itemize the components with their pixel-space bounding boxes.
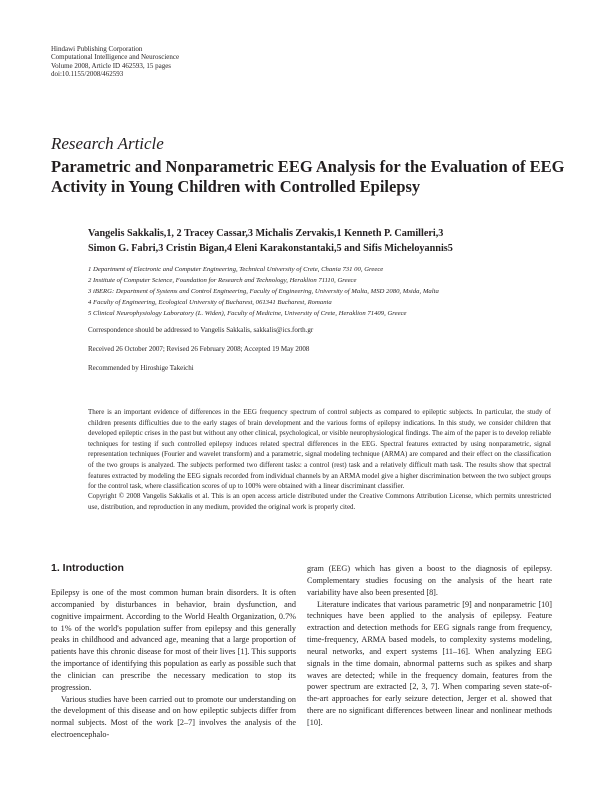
publisher: Hindawi Publishing Corporation — [51, 45, 143, 53]
author-list — [88, 226, 558, 256]
paragraph: Various studies have been carried out to promote our understanding on the development of this disease and on how epileptic subjects differ from normal subjects. Most of the work [2–7] involves the analysis of the electroencephalo- — [51, 694, 296, 740]
paragraph: gram (EEG) which has given a boost to the diagnosis of epilepsy. Complementary studies focusing on the analysis of the heart rate variability have also been presented [8]. — [307, 564, 552, 597]
right-column — [307, 563, 552, 729]
submission-dates: Received 26 October 2007; Revised 26 February 2008; Accepted 19 May 2008 — [88, 345, 310, 353]
journal-name: Computational Intelligence and Neuroscience — [51, 53, 180, 62]
affiliation-4: 4 Faculty of Engineering, Ecological University of Bucharest, 061341 Bucharest, Romania — [88, 299, 332, 306]
paragraph: Literature indicates that various parametric [9] and nonparametric [10] techniques have been applied to the analysis of epilepsy. Feature extraction and detection methods for EEG signals range from frequency, time-frequency, ARMA based models, to complexity systems modeling, neural networks, and expert systems [11–16]. When analyzing EEG signals in the time domain, abnormal patterns such as spikes and sharp waves are detected; while in the frequency domain, features from the power spectrum are extracted [2, 3, 7]. When comparing seven state-of-the-art approaches for early seizure detection, Jerger et al. showed that there are no significant differences between linear and nonlinear methods [10]. — [307, 599, 552, 727]
abstract-text: There is an important evidence of differences in the EEG frequency spectrum of control subjects as compared to epileptic subjects. In particular, the study of children presents difficulties due to the early stages of brain development and the various forms of epilepsy indications. In this study, we consider children that developed epileptic crises in the past but without any other clinical, psychological, or visible neurophysiological findings. The aim of the paper is to develop reliable techniques for testing if such controlled epilepsy induces related spectral differences in the EEG. Spectral features extracted by using nonparametric, signal representation techniques (Fourier and wavelet transform) and a parametric, signal modeling technique (ARMA) are compared and their effect on the classification of the two groups is analyzed. The subjects performed two different tasks: a control (rest) task and a relatively difficult math task. The results show that spectral features extracted by modeling the EEG signals recorded from individual channels by an ARMA model give a higher discrimination between the two subject groups for the control task, where classification scores of up to 100% were obtained with a linear discriminant classifier. — [88, 408, 551, 491]
affiliation-5: 5 Clinical Neurophysiology Laboratory (L. Widen), Faculty of Medicine, University of Crete, Heraklion 71409, Greece — [88, 310, 407, 317]
article-type: Research Article — [51, 134, 164, 153]
recommended-by: Recommended by Hiroshige Takeichi — [88, 364, 194, 372]
affiliation-1: 1 Department of Electronic and Computer Engineering, Technical University of Crete, Chania 731 00, Greece — [88, 266, 384, 273]
affiliation-3: 3 iBERG: Department of Systems and Control Engineering, Faculty of Engineering, University of Malta, MSD 2080, Msida, Malta — [88, 288, 439, 295]
copyright-notice: Copyright © 2008 Vangelis Sakkalis et al. This is an open access article distributed under the Creative Commons Attribution License, which permits unrestricted use, distribution, and reproduction in any medium, provided the original work is properly cited. — [88, 492, 551, 511]
paragraph: Epilepsy is one of the most common human brain disorders. It is often accompanied by disturbances in behavior, brain dysfunction, and cognitive impairment. According to the World Health Organization, 0.7% to 1% of the world's population suffer from epilepsy and this generally peaks in childhood and advanced age, meaning that a large proportion of patients have this chronic disease for most of their lives [1]. This supports the importance of identifying this population as early as possible such that the clinician can prescribe the necessary medication to stop its progression. — [51, 588, 296, 692]
affiliations — [88, 264, 558, 319]
affiliation-2: 2 Institute of Computer Science, Foundation for Research and Technology, Heraklion 71110, Greece — [88, 277, 357, 284]
correspondence: Correspondence should be addressed to Vangelis Sakkalis, sakkalis@ics.forth.gr — [88, 326, 314, 334]
left-column — [51, 587, 296, 741]
author-line-2: Simon G. Fabri,3 Cristin Bigan,4 Eleni Karakonstantaki,5 and Sifis Micheloyannis5 — [88, 243, 453, 254]
volume-info: Volume 2008, Article ID 462593, 15 pages — [51, 61, 172, 70]
paper-title: Parametric and Nonparametric EEG Analysis for the Evaluation of EEG Activity in Young Children with Controlled Epilepsy — [51, 157, 565, 196]
journal-header — [51, 45, 179, 78]
abstract — [88, 407, 551, 492]
doi: doi:10.1155/2008/462593 — [51, 69, 124, 78]
author-line-1: Vangelis Sakkalis,1, 2 Tracey Cassar,3 Michalis Zervakis,1 Kenneth P. Camilleri,3 — [88, 228, 444, 239]
section-heading: 1. Introduction — [51, 562, 124, 574]
